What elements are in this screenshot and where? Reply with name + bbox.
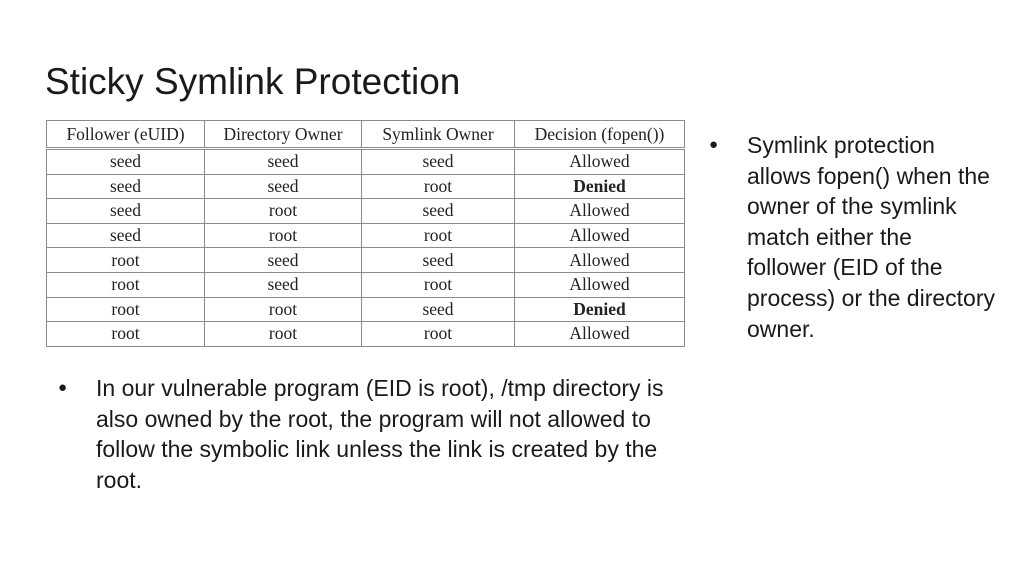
cell-symlink-owner: root — [362, 174, 515, 199]
cell-symlink-owner: root — [362, 223, 515, 248]
bullet-text: Symlink protection allows fopen() when the owner of the symlink match either the follower (EID of the process) or the directory owner. — [747, 132, 995, 342]
cell-follower: seed — [47, 174, 205, 199]
header-directory-owner: Directory Owner — [205, 121, 362, 149]
cell-directory-owner: root — [205, 223, 362, 248]
table-row — [47, 322, 685, 347]
table-row — [47, 174, 685, 199]
cell-follower: root — [47, 272, 205, 297]
cell-follower: seed — [47, 223, 205, 248]
cell-directory-owner: seed — [205, 272, 362, 297]
cell-decision: Allowed — [515, 322, 685, 347]
cell-symlink-owner: root — [362, 322, 515, 347]
table-row — [47, 199, 685, 224]
cell-follower: root — [47, 248, 205, 273]
cell-symlink-owner: seed — [362, 199, 515, 224]
cell-follower: seed — [47, 199, 205, 224]
cell-directory-owner: root — [205, 199, 362, 224]
cell-decision: Allowed — [515, 248, 685, 273]
permission-table — [46, 120, 685, 347]
permission-table-container — [46, 120, 684, 347]
cell-symlink-owner: seed — [362, 248, 515, 273]
table-row — [47, 272, 685, 297]
cell-follower: root — [47, 297, 205, 322]
slide-title: Sticky Symlink Protection — [45, 61, 461, 102]
table-header-row — [47, 121, 685, 149]
cell-decision: Allowed — [515, 223, 685, 248]
header-symlink-owner: Symlink Owner — [362, 121, 515, 149]
bullet-dot-icon: ● — [709, 136, 719, 153]
header-decision: Decision (fopen()) — [515, 121, 685, 149]
cell-follower: seed — [47, 149, 205, 175]
cell-decision: Denied — [515, 297, 685, 322]
table-row — [47, 248, 685, 273]
cell-decision: Allowed — [515, 149, 685, 175]
cell-symlink-owner: seed — [362, 149, 515, 175]
cell-symlink-owner: seed — [362, 297, 515, 322]
cell-decision: Allowed — [515, 272, 685, 297]
cell-decision: Denied — [515, 174, 685, 199]
bullet-text: In our vulnerable program (EID is root), /tmp directory is also owned by the root, the program will not allowed to follow the symbolic link unless the link is created by the root. — [96, 375, 664, 493]
cell-directory-owner: seed — [205, 174, 362, 199]
cell-directory-owner: seed — [205, 248, 362, 273]
cell-directory-owner: root — [205, 322, 362, 347]
cell-directory-owner: seed — [205, 149, 362, 175]
cell-follower: root — [47, 322, 205, 347]
bullet-dot-icon: ● — [58, 379, 68, 396]
table-row — [47, 297, 685, 322]
bullet-symlink-protection — [709, 130, 997, 344]
table-row — [47, 149, 685, 175]
cell-symlink-owner: root — [362, 272, 515, 297]
header-follower: Follower (eUID) — [47, 121, 205, 149]
bullet-vulnerable-program — [58, 373, 666, 495]
cell-directory-owner: root — [205, 297, 362, 322]
cell-decision: Allowed — [515, 199, 685, 224]
table-row — [47, 223, 685, 248]
